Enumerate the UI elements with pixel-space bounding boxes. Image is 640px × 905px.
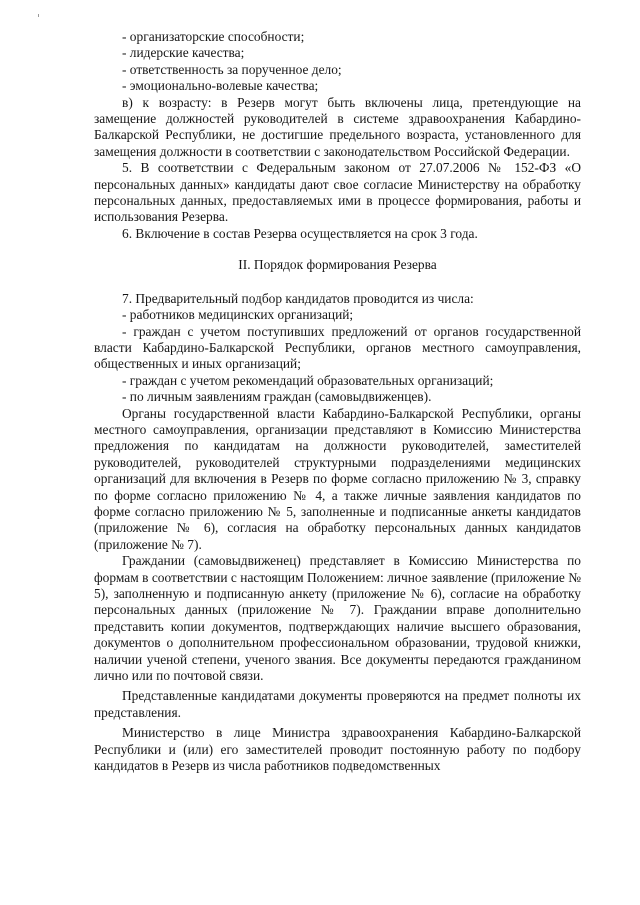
paragraph-ministry: Министерство в лице Министра здравоохранения Кабардино-Балкарской Республики и (или) его заместителей проводит постоянную работу по подбору кандидатов в Резерв из числа работников подведомственных [94, 725, 581, 774]
paragraph-organs: Органы государственной власти Кабардино-Балкарской Республики, органы местного самоуправления, организации представляют в Комиссию Министерства предложения по кандидатам на должности руководителей, заместителей руководителей, руководителей структурными подразделениями медицинских организаций для включения в Резерв по форме согласно приложению № 3, справку по форме согласно приложению № 4, а также личные заявления кандидатов по форме согласно приложению № 5, заполненные и подписанные анкеты кандидатов (приложение № 6), согласия на обработку персональных данных кандидатов (приложение № 7). [94, 405, 581, 552]
list-item: - граждан с учетом поступивших предложений от органов государственной власти Кабардино-Балкарской Республики, органов местного самоуправления, общественных и иных организаций; [94, 323, 581, 372]
list-item: - работников медицинских организаций; [122, 307, 354, 323]
document-page [94, 29, 581, 774]
paragraph-age: в) к возрасту: в Резерв могут быть включены лица, претендующие на замещение должностей руководителей в системе здравоохранения Кабардино-Балкарской Республики, не достигшие предельного возраста, установленного для замещения должности в соответствии с законодательством Российской Федерации. [94, 94, 581, 159]
scan-mark [38, 14, 39, 17]
section-title: II. Порядок формирования Резерва [238, 257, 437, 273]
list-item: - граждан с учетом рекомендаций образовательных организаций; [122, 372, 494, 388]
paragraph-7: 7. Предварительный подбор кандидатов проводится из числа: [122, 290, 474, 306]
paragraph-6: 6. Включение в состав Резерва осуществляется на срок 3 года. [122, 225, 478, 241]
list-item: - по личным заявлениям граждан (самовыдвиженцев). [122, 389, 432, 405]
paragraph-5: 5. В соответствии с Федеральным законом от 27.07.2006 № 152-ФЗ «О персональных данных» кандидаты дают свое согласие Министерству на обработку персональных данных, предоставляемых ими в процессе формирования, работы и использования Резерва. [94, 160, 581, 225]
list-item: - лидерские качества; [122, 45, 245, 61]
paragraph-checked: Представленные кандидатами документы проверяются на предмет полноты их представления. [94, 688, 581, 720]
paragraph-citizen: Граждании (самовыдвиженец) представляет в Комиссию Министерства по формам в соответствии с настоящим Положением: личное заявление (приложение № 5), заполненную и подписанную анкету (приложение № 6), согласие на обработку персональных данных (приложение № 7). Граждании вправе дополнительно представить копии документов, подтверждающих наличие высшего образования, документов о дополнительном профессиональном образовании, трудовой книжки, наличии ученой степени, ученого звания. Все документы передаются гражданином лично или по почтовой связи. [94, 553, 581, 684]
list-item: - эмоционально-волевые качества; [122, 78, 319, 94]
list-item: - организаторские способности; [122, 29, 305, 44]
list-item: - ответственность за порученное дело; [122, 61, 342, 77]
